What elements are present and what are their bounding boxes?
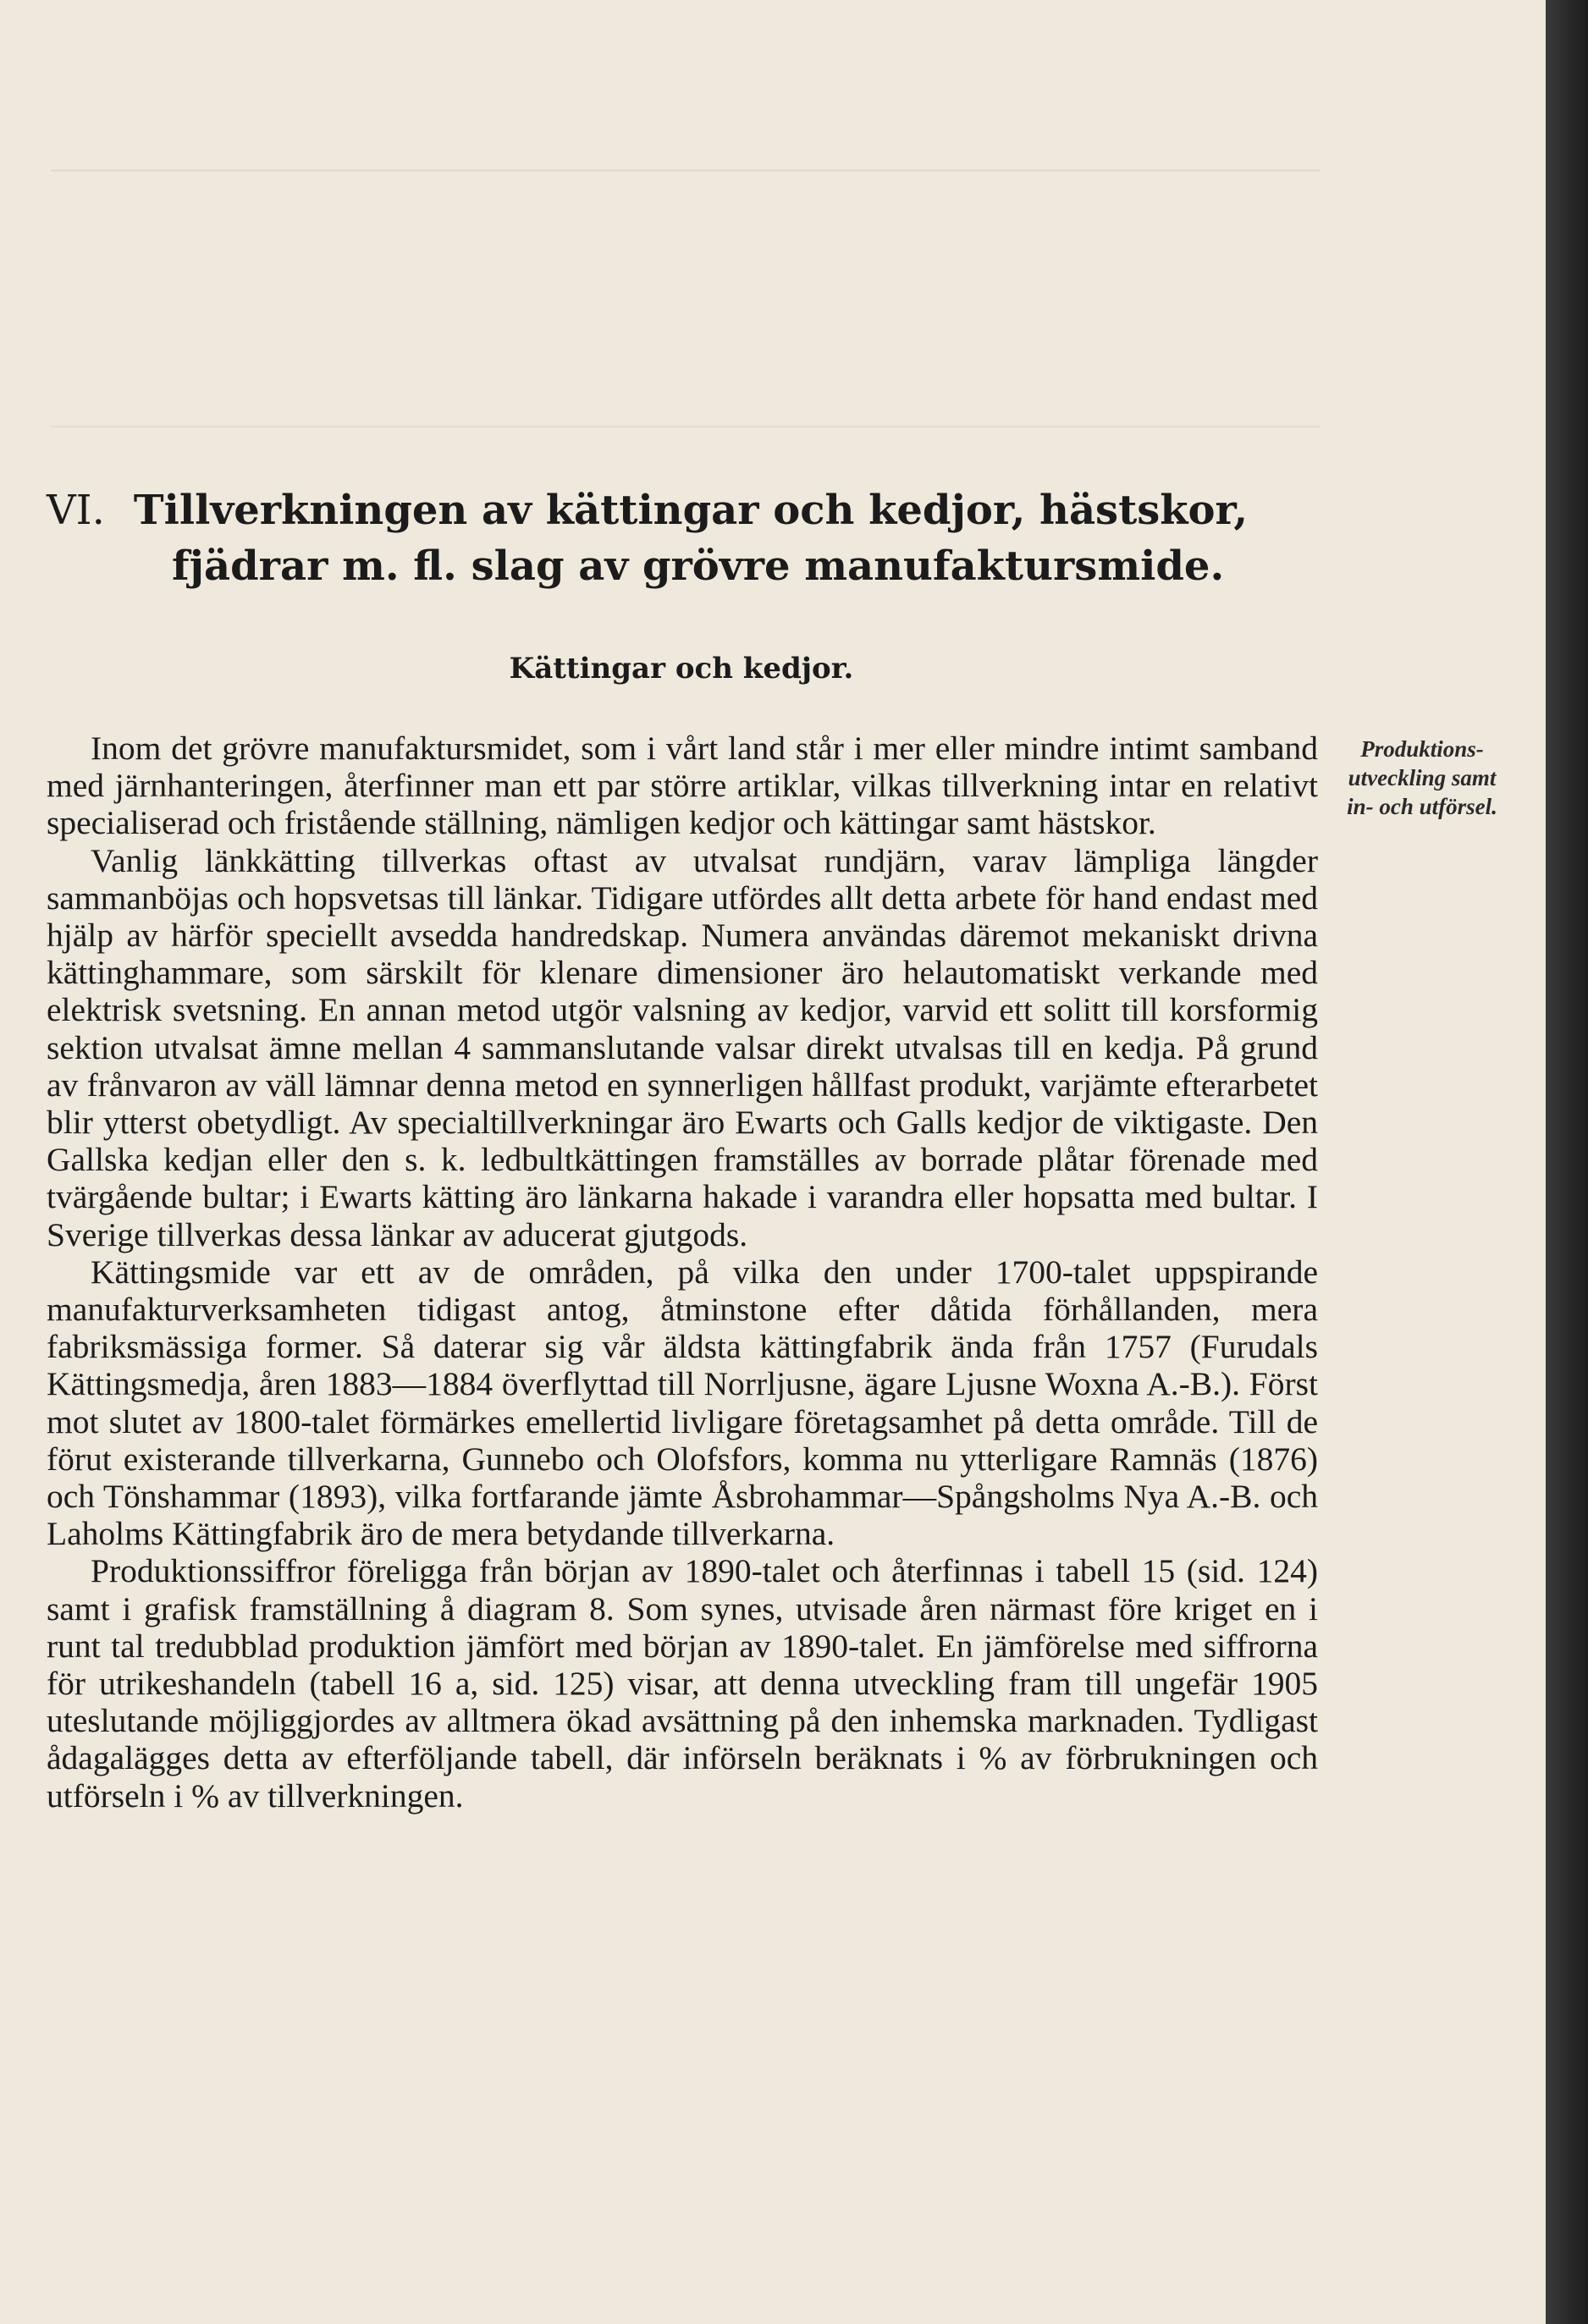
paragraph-1: Inom det grövre manufaktursmidet, som i vårt land står i mer eller mindre intimt samband med järnhanteringen, återfinner man ett par större artiklar, vilkas tillverkning intar en relativt specialiserad och fristående ställning, nämligen kedjor och kättingar samt hästskor. (47, 730, 1318, 842)
paragraph-2: Vanlig länkkätting tillverkas oftast av utvalsat rundjärn, varav lämpliga längder sammanböjas och hopsvetsas till länkar. Tidigare utfördes allt detta arbete för hand endast med hjälp av härför speciellt avsedda handredskap. Numera användas däremot mekaniskt drivna kättinghammare, som särskilt för klenare dimensioner äro helautomatiskt verkande med elektrisk svetsning. En annan metod utgör valsning av kedjor, varvid ett solitt till korsformig sektion utvalsat ämne mellan 4 sammanslutande valsar direkt utvalsas till en kedja. På grund av frånvaron av väll lämnar denna metod en synnerligen hållfast produkt, varjämte efterarbetet blir ytterst obetydligt. Av specialtillverkningar äro Ewarts och Galls kedjor de viktigaste. Den Gallska kedjan eller den s. k. ledbultkättingen framställes av borrade plåtar förenade med tvärgående bultar; i Ewarts kätting äro länkarna hakade i varandra eller hopsatta med bultar. I Sverige tillverkas dessa länkar av aducerat gjutgods. (47, 841, 1318, 1253)
paragraph-3: Kättingsmide var ett av de områden, på vilka den under 1700-talet uppspirande manufakturverksamheten tidigast antog, åtminstone efter dåtida förhållanden, mera fabriksmässiga former. Så daterar sig vår äldsta kättingfabrik ända från 1757 (Furudals Kättingsmedja, åren 1883—1884 överflyttad till Norrljusne, ägare Ljusne Woxna A.-B.). Först mot slutet av 1800-talet förmärkes emellertid livligare företagsamhet på detta område. Till de förut existerande tillverkarna, Gunnebo och Olofsfors, komma nu ytterligare Ramnäs (1876) och Tönshammar (1893), vilka fortfarande jämte Åsbrohammar—Spångsholms Nya A.-B. och Laholms Kättingfabrik äro de mera betydande tillverkarna. (47, 1253, 1318, 1553)
body-text (47, 730, 1318, 1815)
chapter-title (47, 482, 1333, 594)
chapter-title-line-2: fjädrar m. fl. slag av grövre manufaktursmide. (172, 542, 1225, 590)
chapter-number: VI. (47, 487, 105, 534)
margin-note: Produktions- utveckling samt in- och utförsel. (1347, 736, 1497, 819)
show-through-bleed (51, 169, 1321, 427)
chapter-title-line-1: Tillverkningen av kättingar och kedjor, hästskor, (133, 487, 1249, 534)
scan-edge (1546, 0, 1588, 2324)
paragraph-4: Produktionssiffror föreligga från början av 1890-talet och återfinnas i tabell 15 (sid. 124) samt i grafisk framställning å diagram 8. Som synes, utvisade åren närmast före kriget en i runt tal tredubblad produktion jämfört med början av 1890-talet. En jämförelse med siffrorna för utrikeshandeln (tabell 16 a, sid. 125) visar, att denna utveckling fram till ungefär 1905 uteslutande möjliggjordes av alltmera ökad avsättning på den inhemska marknaden. Tydligast ådagalägges detta av efterföljande tabell, där införseln beräknats i % av förbrukningen och utförseln i % av tillverkningen. (47, 1552, 1318, 1815)
section-heading: Kättingar och kedjor. (509, 652, 854, 686)
